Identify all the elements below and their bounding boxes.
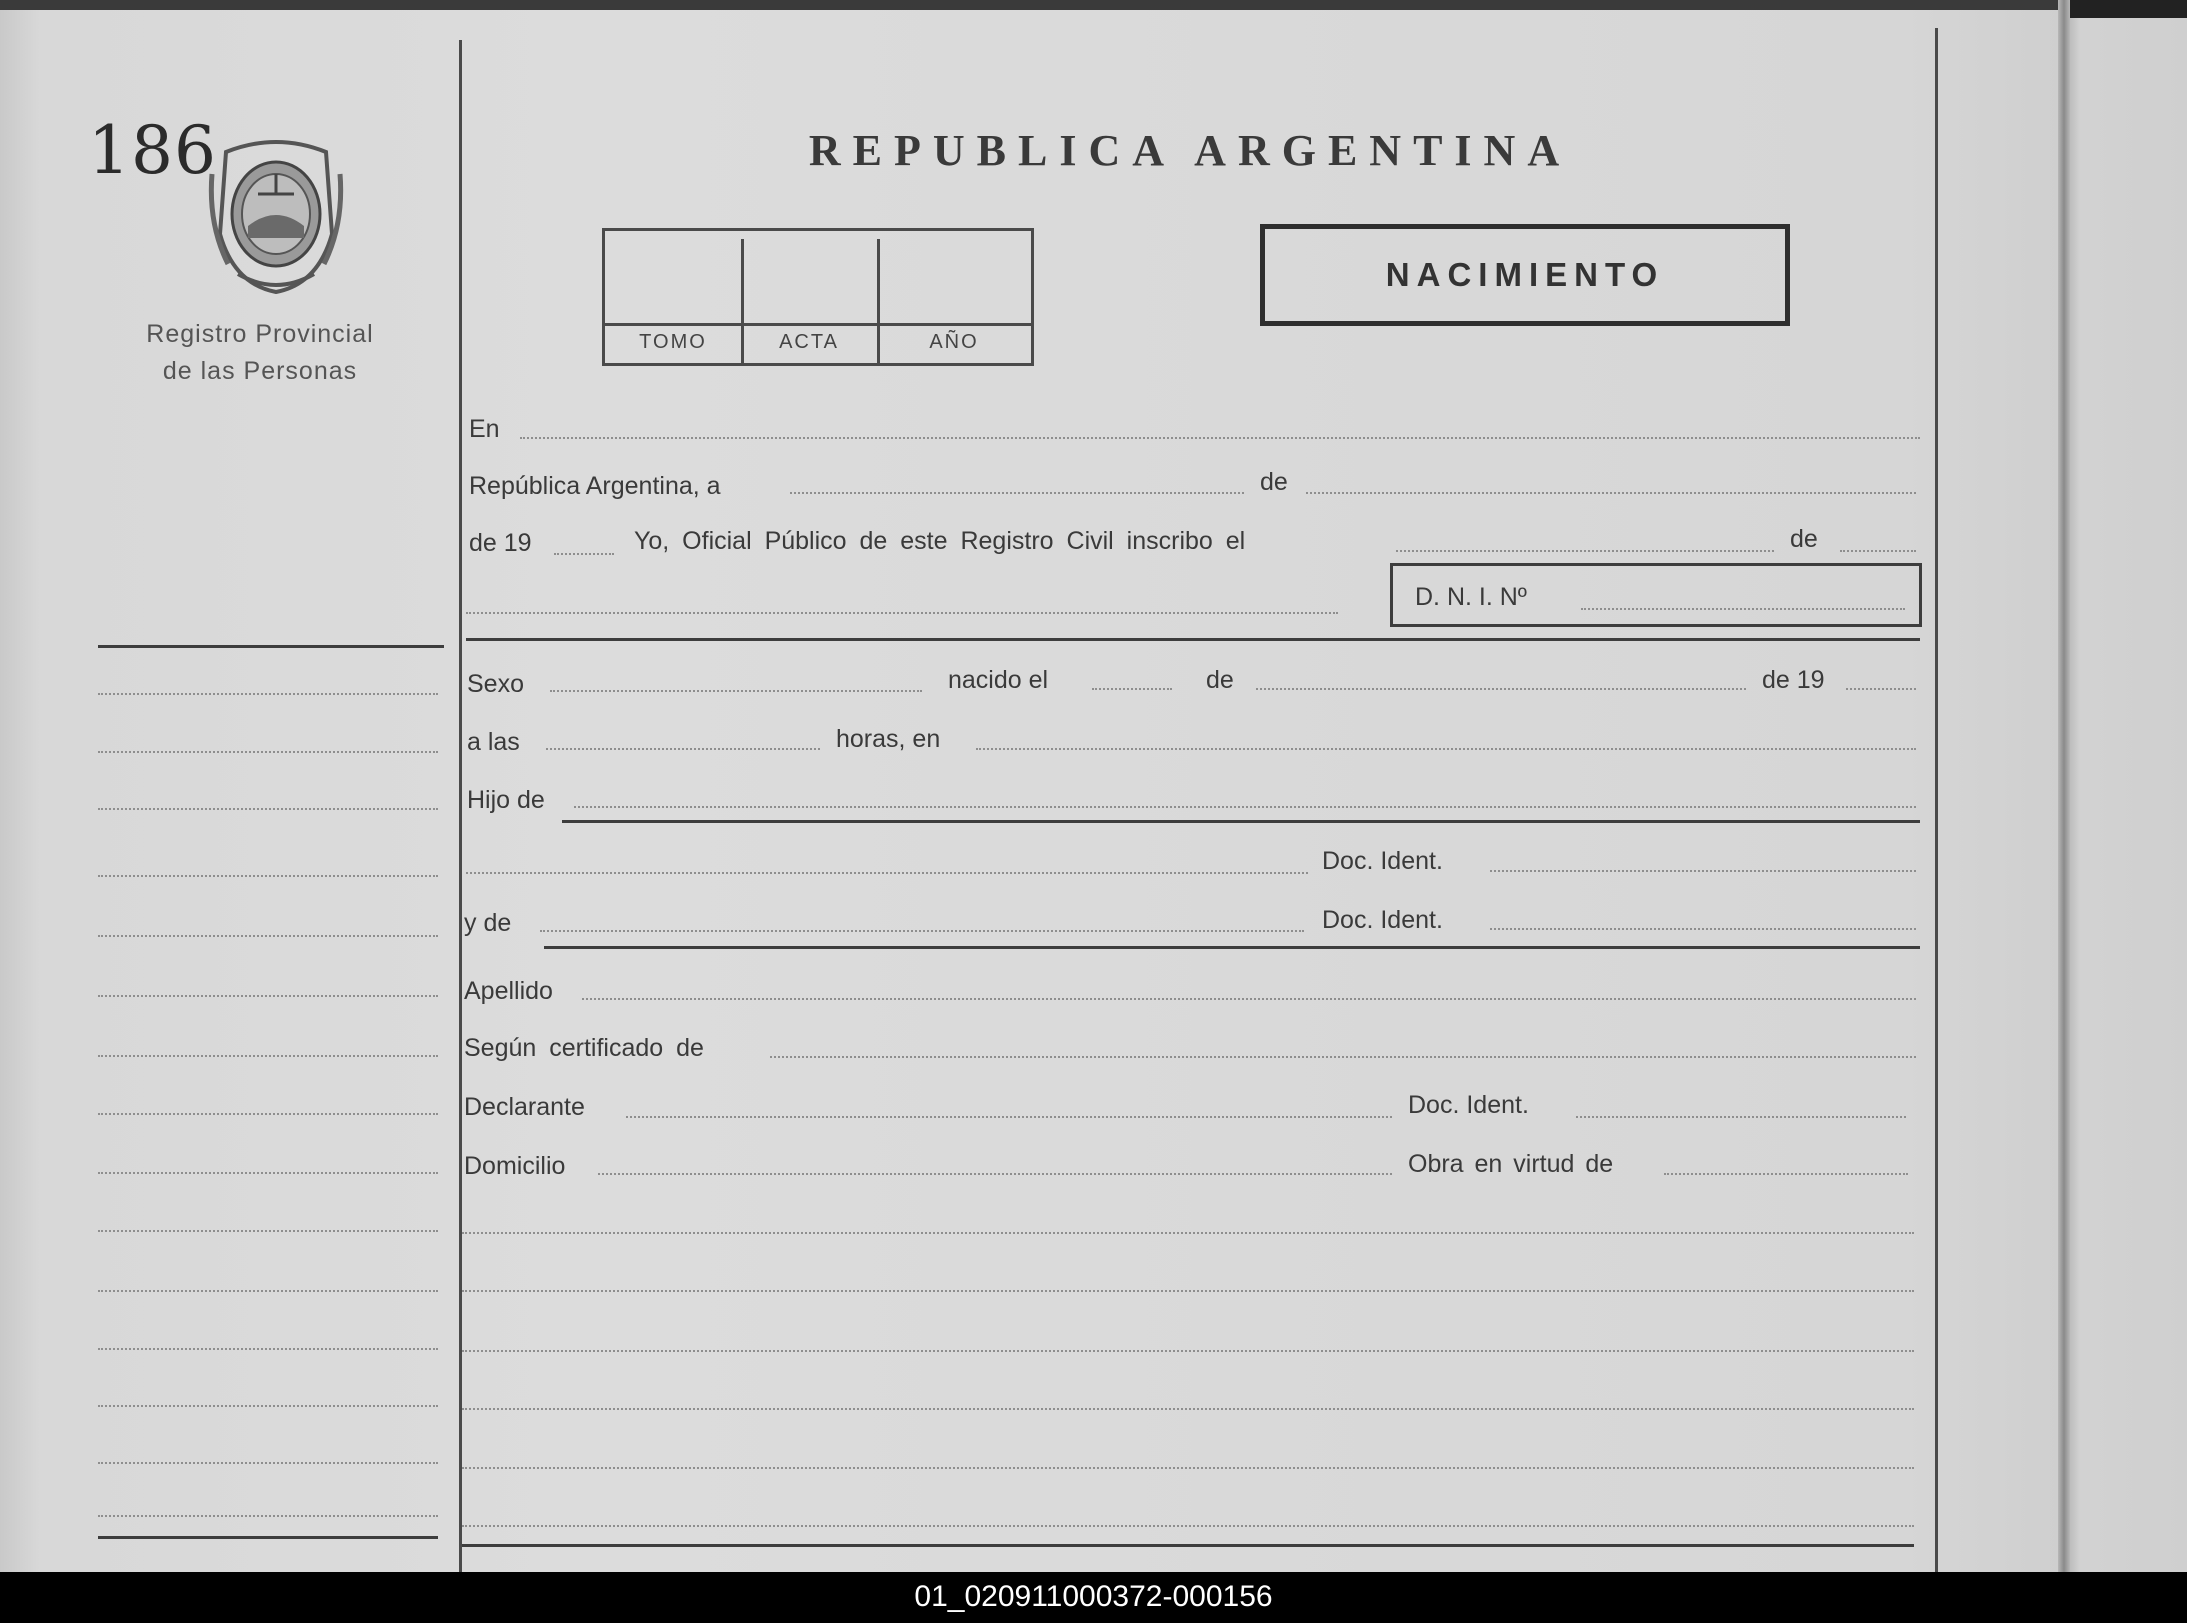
field-name [466,612,1338,614]
margin-line [98,1113,438,1115]
field-declarante [626,1116,1392,1118]
margin-line [98,995,438,997]
margin-line [98,1172,438,1174]
label-de: de [1260,468,1288,496]
field-father-cont [466,872,1308,874]
margin-line [98,1230,438,1232]
field-father [574,806,1916,808]
label-segun-certificado: Según certificado de [464,1034,704,1062]
acta-label: ACTA [779,331,839,353]
binder-edge [2060,0,2187,18]
provincial-seal-icon [208,134,344,296]
notes-line [462,1290,1914,1292]
anio-label: AÑO [929,331,979,353]
field-doc-ident-2 [1490,928,1916,930]
label-doc-ident-2: Doc. Ident. [1322,906,1443,934]
notes-line [462,1467,1914,1469]
field-doc-ident-1 [1490,870,1916,872]
label-oficial: Yo, Oficial Público de este Registro Civil inscribo el [634,527,1246,555]
registry-name-line1: Registro Provincial [146,320,374,348]
record-type-label: NACIMIENTO [1385,256,1665,293]
label-domicilio: Domicilio [464,1152,566,1180]
margin-line [98,1405,438,1407]
margin-line [98,1515,438,1517]
notes-line [462,1350,1914,1352]
right-frame-line [1935,28,1938,1572]
field-apellido [582,998,1916,1000]
page-top-edge [0,0,2187,10]
tomo-label: TOMO [639,331,707,353]
margin-divider [98,645,444,648]
section-rule-2 [562,820,1920,823]
label-obra-en-virtud: Obra en virtud de [1408,1150,1614,1178]
country-title: REPUBLICA ARGENTINA [808,126,1572,175]
field-dni [1581,608,1905,610]
label-de-3: de [1206,666,1234,694]
page-number: 186 [88,112,217,189]
label-de-2: de [1790,525,1818,553]
label-apellido: Apellido [464,977,553,1005]
field-day [790,492,1244,494]
field-hour [546,748,820,750]
field-certificado [770,1056,1916,1058]
margin-line [98,693,438,695]
field-birth-month [1256,688,1746,690]
label-hijo-de: Hijo de [467,786,545,814]
field-obra-en-virtud [1664,1173,1908,1175]
notes-line [462,1408,1914,1410]
record-box-rule [605,323,1031,326]
field-doc-ident-3 [1576,1116,1906,1118]
record-number-box [602,228,1034,366]
label-doc-ident-3: Doc. Ident. [1408,1091,1529,1119]
field-inscribo-month [1840,550,1916,552]
notes-line [462,1232,1914,1234]
dni-box [1390,563,1922,627]
bottom-rule [462,1544,1914,1547]
notes-line [462,1525,1914,1527]
section-rule-1 [466,638,1920,641]
margin-line [98,751,438,753]
margin-line [98,935,438,937]
label-nacido-el: nacido el [948,666,1049,694]
page-gutter [2058,0,2070,1572]
field-inscribo-day [1396,550,1774,552]
margin-line [98,1055,438,1057]
scan-identifier: 01_020911000372-000156 [914,1580,1273,1613]
margin-bottom-rule [98,1536,438,1539]
margin-line [98,1290,438,1292]
field-month [1306,492,1916,494]
registry-name-line2: de las Personas [162,357,358,385]
margin-line [98,1348,438,1350]
label-horas-en: horas, en [836,725,941,753]
left-frame-line [459,40,462,1572]
label-republica-a: República Argentina, a [469,472,721,500]
label-a-las: a las [467,728,520,756]
record-type-box [1260,224,1790,326]
field-domicilio [598,1173,1392,1175]
label-de-19: de 19 [469,529,532,557]
label-doc-ident-1: Doc. Ident. [1322,847,1443,875]
label-de-19-b: de 19 [1762,666,1825,694]
field-birth-year [1846,688,1916,690]
field-place [976,748,1916,750]
margin-line [98,808,438,810]
field-birth-day [1092,688,1172,690]
label-declarante: Declarante [464,1093,585,1121]
margin-line [98,1462,438,1464]
label-y-de: y de [464,909,512,937]
field-mother [540,930,1304,932]
section-rule-3 [544,946,1920,949]
label-sexo: Sexo [467,670,524,698]
label-en: En [469,415,500,443]
field-en [520,437,1920,439]
label-dni: D. N. I. Nº [1415,583,1527,611]
margin-line [98,875,438,877]
field-year [554,553,614,555]
field-sexo [550,690,922,692]
